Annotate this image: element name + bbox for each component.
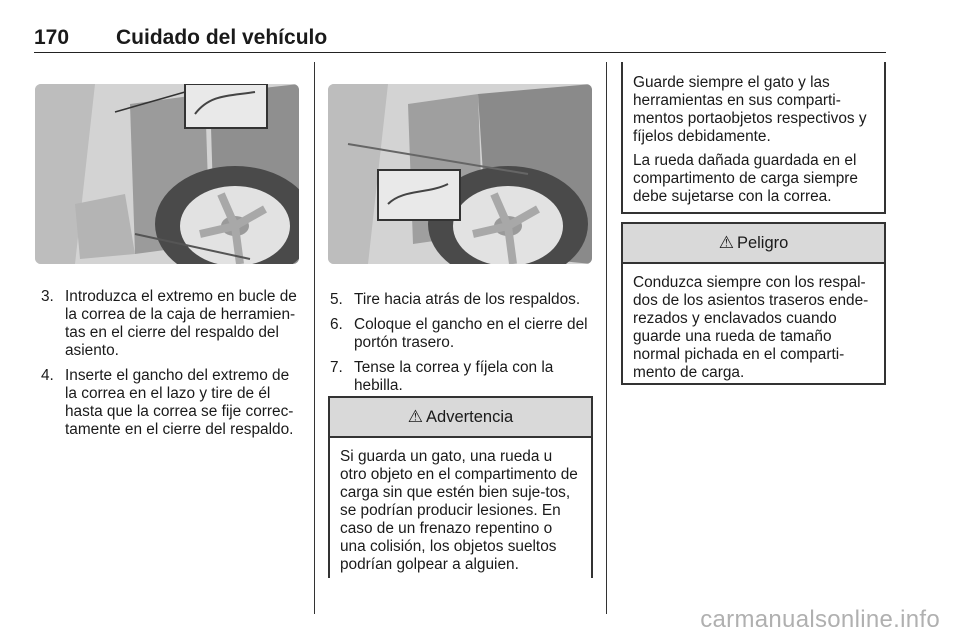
note-paragraph: La rueda dañada guardada en el compartimento de carga siempre debe sujetarse con la correa.: [633, 152, 858, 205]
danger-text: Conduzca siempre con los respal-dos de los asientos traseros ende-rezados y enclavados cuando guarde una rueda de tamaño normal pichada en el comparti-mento de carga.: [633, 274, 869, 381]
note-paragraph: Guarde siempre el gato y las herramientas en sus comparti-mentos portaobjetos respectivos y fíjelos debidamente.: [633, 74, 867, 145]
steps-list-column2: [330, 291, 595, 402]
list-item: 6. Coloque el gancho en el cierre del portón trasero.: [330, 316, 588, 351]
list-item: 7. Tense la correa y fíjela con la hebilla.: [330, 359, 554, 394]
warning-triangle-icon: ⚠: [718, 233, 734, 252]
watermark: carmanualsonline.info: [700, 606, 940, 633]
warning-box: [328, 396, 593, 578]
note-box: [621, 62, 886, 214]
column-divider: [606, 62, 607, 614]
page-header: [34, 26, 886, 53]
danger-header: ⚠ Peligro: [623, 224, 884, 264]
danger-box: [621, 222, 886, 385]
warning-triangle-icon: ⚠: [407, 407, 424, 426]
list-item: 5. Tire hacia atrás de los respaldos.: [330, 291, 581, 308]
steps-list-column1: [41, 288, 303, 446]
trunk-illustration-middle: [328, 84, 592, 264]
page-title: Cuidado del vehículo: [116, 26, 328, 49]
column-divider: [314, 62, 315, 614]
warning-header: ⚠ Advertencia: [330, 398, 591, 438]
list-item: 4. Inserte el gancho del extremo de la correa en el lazo y tire de él hasta que la correa se fije correc-tamente en el cierre del respaldo.: [41, 367, 294, 438]
list-item: 3. Introduzca el extremo en bucle de la correa de la caja de herramien-tas en el cierre del respaldo del asiento.: [41, 288, 297, 359]
page-number: 170: [34, 26, 70, 49]
trunk-illustration-left: [35, 84, 299, 264]
warning-text: Si guarda un gato, una rueda u otro objeto en el compartimento de carga sin que estén bien suje-tos, se podrían producir lesiones. En caso de un frenazo repentino o una colisión, los objetos sueltos podrían golpear a alguien.: [340, 448, 578, 573]
